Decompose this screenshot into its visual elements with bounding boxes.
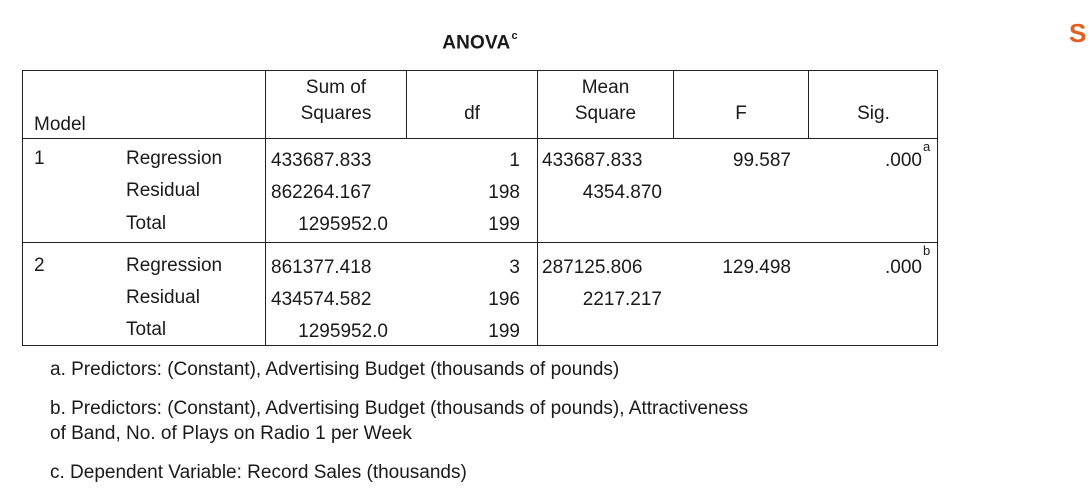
row-label-total: Total bbox=[126, 319, 167, 340]
cell-ss: 1295952.0 bbox=[298, 321, 388, 342]
row-label-regression: Regression bbox=[126, 255, 223, 276]
cell-df: 3 bbox=[509, 257, 520, 278]
sig-footnote-mark: b bbox=[923, 243, 931, 258]
title-footnote-mark: c bbox=[511, 30, 518, 42]
header-ss-line1: Sum of bbox=[305, 77, 367, 98]
cell-ss: 433687.833 bbox=[271, 150, 372, 171]
header-sig: Sig. bbox=[857, 103, 890, 124]
cell-ms: 433687.833 bbox=[542, 150, 643, 171]
cell-df: 199 bbox=[488, 321, 520, 342]
cell-ss: 862264.167 bbox=[271, 182, 372, 203]
cell-ms: 287125.806 bbox=[542, 257, 643, 278]
footnote-b-line2: of Band, No. of Plays on Radio 1 per Week bbox=[50, 423, 412, 444]
header-ms-line2: Square bbox=[574, 103, 637, 124]
cell-sig: .000 bbox=[885, 150, 922, 171]
cell-df: 196 bbox=[488, 289, 520, 310]
header-model: Model bbox=[34, 114, 86, 135]
header-ss-line2: Squares bbox=[300, 103, 372, 124]
cell-ss: 861377.418 bbox=[271, 257, 372, 278]
cell-df: 1 bbox=[509, 150, 520, 171]
cell-sig: .000 bbox=[885, 257, 922, 278]
header-f: F bbox=[735, 103, 747, 124]
footnote-a: a. Predictors: (Constant), Advertising Budget (thousands of pounds) bbox=[50, 359, 620, 380]
header-bottom-line bbox=[22, 138, 938, 139]
footnote-c: c. Dependent Variable: Record Sales (thousands) bbox=[50, 462, 467, 483]
model-separator-line bbox=[22, 242, 938, 243]
table-title: ANOVA$^c$ bbox=[442, 30, 518, 54]
footnote-b-line1: b. Predictors: (Constant), Advertising Budget (thousands of pounds), Attractiveness bbox=[50, 398, 749, 419]
cell-ss: 1295952.0 bbox=[298, 214, 388, 235]
sig-footnote-mark: a bbox=[923, 139, 931, 154]
cell-ms: 4354.870 bbox=[582, 182, 662, 203]
cell-ms: 2217.217 bbox=[582, 289, 662, 310]
header-ms-line1: Mean bbox=[581, 77, 630, 98]
edge-glyph: S bbox=[1069, 18, 1087, 48]
cell-f: 99.587 bbox=[732, 150, 791, 171]
model-number: 1 bbox=[34, 148, 45, 169]
row-label-regression: Regression bbox=[126, 148, 223, 169]
cell-df: 199 bbox=[488, 214, 520, 235]
header-df: df bbox=[464, 103, 480, 124]
model-number: 2 bbox=[34, 255, 45, 276]
cell-f: 129.498 bbox=[722, 257, 791, 278]
cell-df: 198 bbox=[488, 182, 520, 203]
row-label-total: Total bbox=[126, 213, 167, 234]
row-label-residual: Residual bbox=[126, 180, 200, 201]
row-label-residual: Residual bbox=[126, 287, 200, 308]
cell-ss: 434574.582 bbox=[271, 289, 372, 310]
